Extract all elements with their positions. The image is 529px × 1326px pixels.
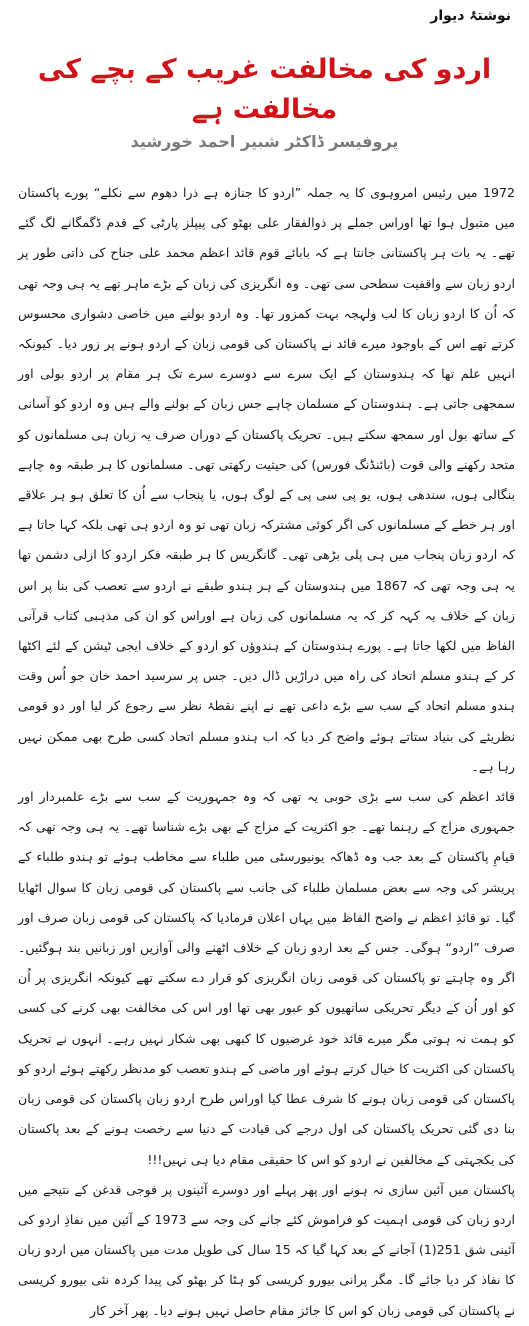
paragraph-2: قائد اعظم کی سب سے بڑی خوبی یہ تھی کہ وہ جمہوریت کے سب سے بڑے علمبردار اور جمہوری مزاج کے رہنما تھے۔ جو اکثریت کے مزاج کے بھی بڑے شناسا تھے۔ یہ ہی وجہ تھی کہ قیامِ پاکستان کے بعد جب وہ ڈھاکہ یونیورسٹی میں طلباء سے مخاطب ہوئے تو ہندو طلباء کے پریشر کی وجہ سے بعض مسلمان طلباء کی جانب سے پاکستان کی قومی زبان کا سوال اٹھایا گیا۔ تو قائدِ اعظم نے واضح الفاظ میں یہاں اعلان فرمادیا کہ پاکستان کی قومی زبان صرف اور صرف ”اردو“ ہوگی۔ جس کے بعد اردو زبان کے خلاف اٹھنے والی آوازیں اور زبانیں بند ہوگئیں۔ اگر وہ چاہتے تو پاکستان کی قومی زبان انگریزی کو قرار دے سکتے تھے کیونکہ انگریزی پر اُن کو اور اُن کے دیگر تحریکی ساتھیوں کو عبور بھی تھا اور اس کی مخالفت بھی کرنے کی کسی کو ہمت نہ ہوتی مگر میرے قائد خود غرضیوں کا کبھی بھی شکار نہیں رہے۔ انہوں نے تحریک پاکستان کی اکثریت کا خیال کرتے ہوئے اور ماضی کے ہندو تعصب کو مدنظر رکھتے ہوئے اردو کو پاکستان کی قومی زبان ہونے کا شرف عطا کیا اوراس طرح اردو زبان پاکستان کی قومی زبان بنا دی گئی تحریک پاکستان کی اول درجے کی قیادت کے دنیا سے رخصت ہونے کے بعد پاکستان کی یکجہتی کے مخالفین نے اردو کو اس کا حقیقی مقام دیا ہی نہیں!!! — [18, 789, 515, 1167]
paragraph-1: 1972 میں رئیس امروہوی کا یہ جملہ ”اردو کا جنازہ ہے ذرا دھوم سے نکلے“ پورے پاکستان میں متبول ہوا تھا اوراس جملے پر ذوالفقار علی بھٹو کی پیپلز پارٹی کے قدم ڈگمگانے لگ گئے تھے۔ یہ بات ہر پاکستانی جانتا ہے کہ بابائے قوم قائد اعظم محمد علی جناح کی ذاتی طور پر اردو زبان سے واقفیت سطحی سی تھی۔ وہ انگریزی کی زبان کے بڑے ماہر تھے یہ ہی وجہ تھی کہ اُن کا اردو زبان کا لب ولہجہ بہت کمزور تھا۔ وہ اردو بولنے میں خاصی دشواری محسوس کرتے تھے اس کے باوجود میرے قائد نے پاکستان کی قومی زبان کے اردو ہونے پر زور دیا۔ کیونکہ انہیں علم تھا کہ ہندوستان کے ایک سرے سے دوسرے سرے تک ہر مقام پر اردو بولی اور سمجھی جاتی ہے۔ ہندوستان کے مسلمان چاہے جس زبان کے بولنے والے ہیں وہ اردو کو آسانی کے ساتھ بول اور سمجھ سکتے ہیں۔ تحریک پاکستان کے دوران صرف یہ زبان ہی مسلمانوں کو متحد رکھنے والی قوت (بائنڈنگ فورس) کی حیثیت رکھتی تھی۔ مسلمانوں کا ہر طبقہ وہ چاہے بنگالی ہوں، سندھی ہوں، یو پی سی پی کے لوگ ہوں، یا پنجاب سے اُن کا تعلق ہو ہر علاقے اور ہر خطے کے مسلمانوں کی اگر کوئی مشترکہ زبان تھی تو وہ اردو ہی تھی بلکہ کہا جاتا ہے کہ اردو زبان پنجاب میں ہی پلی بڑھی تھی۔ گانگریس کا ہر طبقہ فکر اردو کا ازلی دشمن تھا یہ ہی وجہ تھی کہ 1867 میں ہندوستان کے ہر ہندو طبقے نے اردو سے تعصب کی بنا پر اس زبان کے خلاف یہ کہہ کر کہ یہ مسلمانوں کی زبان ہے اوراس کو ان کی مذہبی کتاب قرآنی الفاظ میں لکھا جاتا ہے۔ پورے ہندوستان کے ہندوؤں کو اردو کے خلاف ایجی ٹیشن کے لئے اکٹھا کر کے ہندو مسلم اتحاد کی راہ میں دراڑیں ڈال دیں۔ جس پر سرسید احمد خان جو اُس وقت ہندو مسلم اتحاد کے سب سے بڑے داعی تھے نے اپنے نقطۂ نظر سے رجوع کر لیا اور دو قومی نظریئے کی بنیاد ستاتے ہوئے واضح کر دیا کہ اب ہندو مسلم اتحاد کسی طرح بھی ممکن نہیں رہا ہے۔ — [18, 185, 515, 774]
paragraph-3: پاکستان میں آئین سازی نہ ہونے اور پھر پہلے اور دوسرے آئینوں پر فوجی قدغن کے نتیجے میں اردو زبان کی قومی اہمیت کو فراموش کئے جانے کی وجہ سے 1973 کے آئین میں نفاذِ اردو کی آئینی شق 251(1) آجانے کے بعد کہا گیا کہ 15 سال کی طویل مدت میں پاکستان میں اردو زبان کا نفاذ کر دیا جائے گا۔ مگر پرانی بیورو کریسی کو ہٹا کر بھٹو کی پیدا کردہ نئی بیورو کریسی نے پاکستان کی قومی زبان کو اس کا جائز مقام حاصل نہیں ہونے دیا۔ پھر آخر کار — [18, 1181, 515, 1318]
article-body — [18, 178, 515, 1326]
author-byline: پروفیسر ڈاکٹر شبیر احمد خورشید — [130, 132, 399, 151]
column-label: نوشتۂ دیوار — [430, 8, 511, 24]
headline: اردو کی مخالفت غریب کے بچے کی مخالفت ہے — [37, 54, 492, 125]
